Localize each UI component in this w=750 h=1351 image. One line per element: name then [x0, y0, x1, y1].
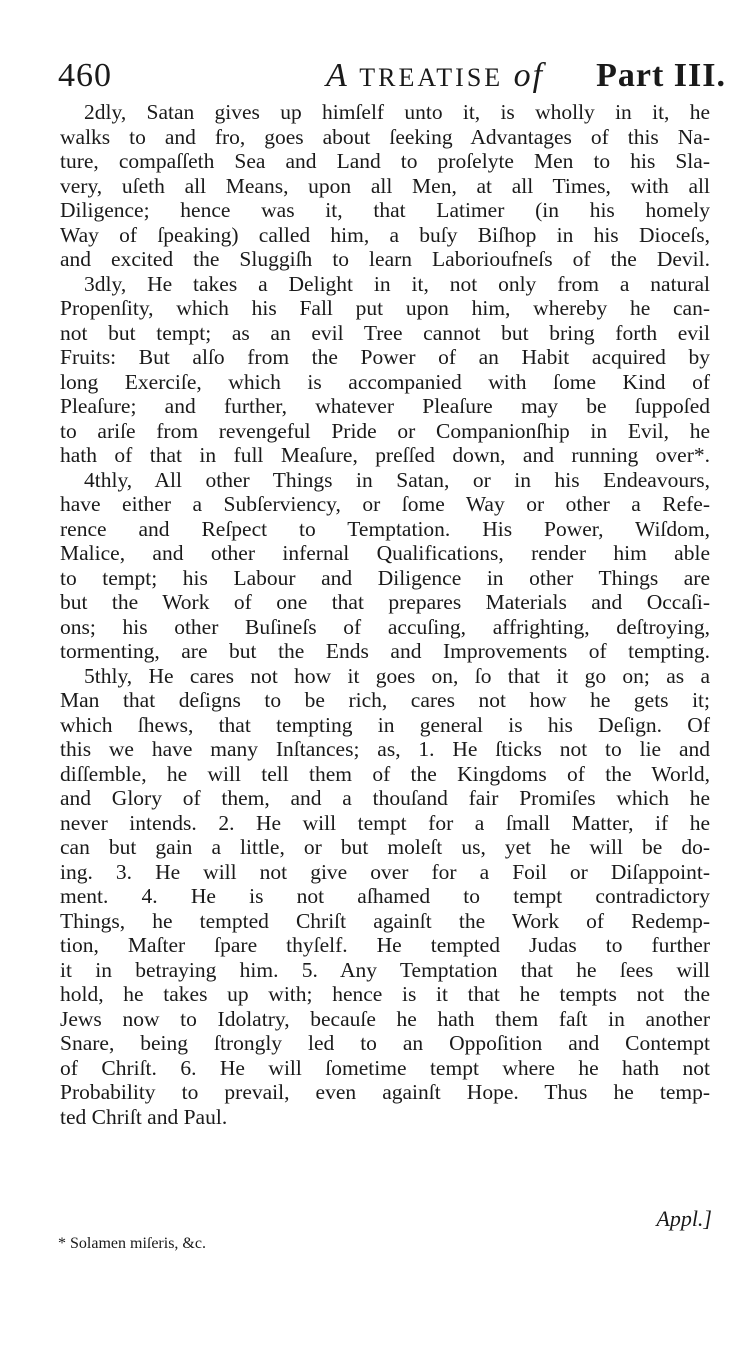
page-number: 460	[58, 57, 112, 94]
text-line: long Exerciſe, which is accompanied with ſome Kind of	[60, 369, 710, 394]
text-line: ment. 4. He is not aſhamed to tempt contradictory	[60, 884, 710, 908]
text-line: tion, Maſter ſpare thyſelf. He tempted Judas to further	[60, 933, 710, 957]
text-line: can but gain a little, or but moleſt us, yet he will be do-	[60, 835, 710, 859]
text-line: Jews now to Idolatry, becauſe he hath them faſt in another	[60, 1006, 710, 1031]
running-title-main: TREATISE	[359, 63, 504, 92]
text-line: and excited the Sluggiſh to learn Laborioufneſs of the Devil.	[60, 247, 710, 271]
text-line: Probability to prevail, even againſt Hope. Thus he temp-	[60, 1080, 710, 1104]
text-line: which ſhews, that tempting in general is his Deſign. Of	[60, 712, 710, 737]
text-line: to ariſe from revengeful Pride or Companionſhip in Evil, he	[60, 418, 710, 443]
text-line: hold, he takes up with; hence is it that he tempts not the	[60, 982, 710, 1006]
text-line: of Chriſt. 6. He will ſometime tempt where he hath not	[60, 1055, 710, 1080]
body-text	[60, 100, 710, 1129]
text-line: Things, he tempted Chriſt againſt the Work of Redemp-	[60, 908, 710, 933]
text-line: very, uſeth all Means, upon all Men, at all Times, with all	[60, 173, 710, 198]
text-line: Diligence; hence was it, that Latimer (in his homely	[60, 198, 710, 222]
text-line: Man that deſigns to be rich, cares not how he gets it;	[60, 688, 710, 712]
text-line: walks to and fro, goes about ſeeking Advantages of this Na-	[60, 124, 710, 149]
text-line: Pleaſure; and further, whatever Pleaſure may be ſuppoſed	[60, 394, 710, 418]
text-line: Malice, and other infernal Qualifications, render him able	[60, 541, 710, 565]
catchword: Appl.]	[656, 1206, 712, 1231]
text-line: ted Chriſt and Paul.	[60, 1104, 228, 1129]
text-line: rence and Reſpect to Temptation. His Power, Wiſdom,	[60, 516, 710, 541]
text-line: hath of that in full Meaſure, preſſed down, and running over*.	[60, 443, 710, 467]
text-line: Propenſity, which his Fall put upon him, whereby he can-	[60, 296, 710, 320]
text-line: never intends. 2. He will tempt for a ſmall Matter, if he	[60, 810, 710, 835]
text-line: and Glory of them, and a thouſand fair Promiſes which he	[60, 786, 710, 810]
text-line: 2dly, Satan gives up himſelf unto it, is wholly in it, he	[84, 100, 710, 124]
text-line: Way of ſpeaking) called him, a buſy Biſhop in his Dioceſs,	[60, 222, 710, 247]
text-line: have either a Subſerviency, or ſome Way or other a Refe-	[60, 492, 710, 516]
text-line: Fruits: But alſo from the Power of an Habit acquired by	[60, 345, 710, 369]
text-line: ture, compaſſeth Sea and Land to proſelyte Men to his Sla-	[60, 149, 710, 173]
footnote: * Solamen miſeris, &c.	[58, 1235, 206, 1252]
running-header	[58, 54, 726, 98]
text-line: 3dly, He takes a Delight in it, not only from a natural	[84, 271, 710, 296]
running-title-of: of	[513, 57, 545, 94]
running-title-lead: A	[326, 57, 349, 94]
text-line: ing. 3. He will not give over for a Foil or Diſappoint-	[60, 859, 710, 884]
text-line: 5thly, He cares not how it goes on, ſo that it go on; as a	[84, 663, 710, 688]
text-line: Snare, being ſtrongly led to an Oppoſition and Contempt	[60, 1031, 710, 1055]
text-line: not but tempt; as an evil Tree cannot but bring forth evil	[60, 320, 710, 345]
text-line: but the Work of one that prepares Materials and Occaſi-	[60, 590, 710, 614]
part-label: Part III.	[596, 57, 726, 94]
text-line: tormenting, are but the Ends and Improvements of tempting.	[60, 639, 710, 663]
text-line: 4thly, All other Things in Satan, or in his Endeavours,	[84, 467, 710, 492]
text-line: ons; his other Buſineſs of accuſing, affrighting, deſtroying,	[60, 614, 710, 639]
running-title	[326, 54, 544, 100]
text-line: this we have many Inſtances; as, 1. He ſticks not to lie and	[60, 737, 710, 761]
text-line: diſſemble, he will tell them of the Kingdoms of the World,	[60, 761, 710, 786]
text-line: to tempt; his Labour and Diligence in other Things are	[60, 565, 710, 590]
text-line: it in betraying him. 5. Any Temptation that he ſees will	[60, 957, 710, 982]
